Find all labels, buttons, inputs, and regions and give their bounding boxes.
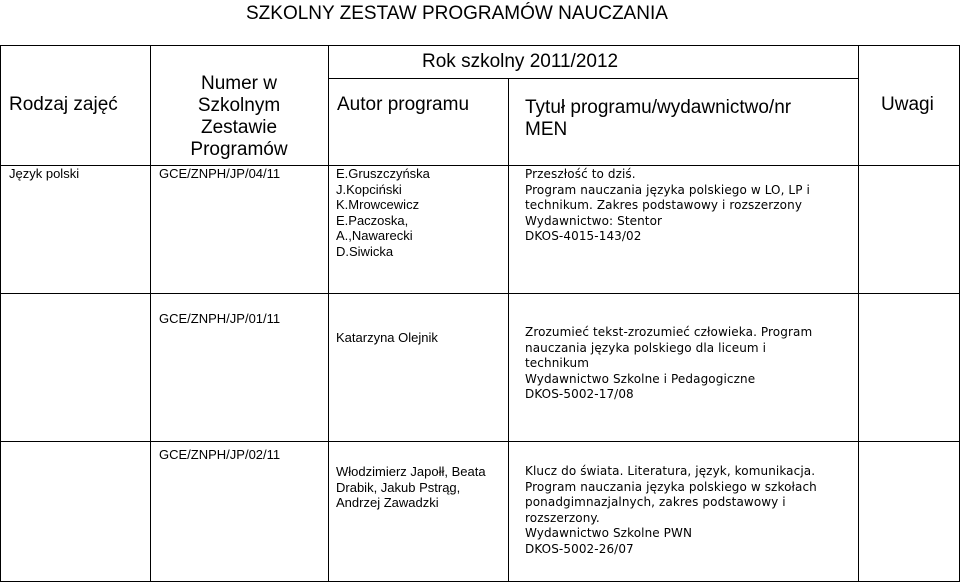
row1-subject: Język polski: [9, 166, 80, 181]
row3-number: GCE/ZNPH/JP/02/11: [159, 447, 281, 462]
school-year-header: Rok szkolny 2011/2012: [422, 51, 619, 72]
header-number: Numer w Szkolnym Zestawie Programów: [190, 73, 288, 160]
row3-program: Klucz do świata. Literatura, język, komunikacja. Program nauczania języka polskiego w szkołach ponadgimnazjalnych, zakres podstawowy i rozszerzony. Wydawnictwo Szkolne PWN DKOS-5002-26/07: [525, 464, 817, 556]
page-title: SZKOLNY ZESTAW PROGRAMÓW NAUCZANIA: [246, 3, 668, 24]
row2-number: GCE/ZNPH/JP/01/11: [159, 311, 281, 326]
row1-number: GCE/ZNPH/JP/04/11: [159, 166, 281, 181]
header-author: Autor programu: [337, 94, 470, 115]
header-program: Tytuł programu/wydawnictwo/nr MEN: [525, 97, 792, 140]
row3-author: Włodzimierz Japołł, Beata Drabik, Jakub Pstrąg, Andrzej Zawadzki: [336, 464, 486, 510]
row2-program: Zrozumieć tekst-zrozumieć człowieka. Program nauczania języka polskiego dla liceum i technikum Wydawnictwo Szkolne i Pedagogiczne DKOS-5002-17/08: [525, 325, 813, 401]
row1-program: Przeszłość to dziś. Program nauczania języka polskiego w LO, LP i technikum. Zakres podstawowy i rozszerzony Wydawnictwo: Stentor DKOS-4015-143/02: [525, 167, 810, 243]
row1-author: E.Gruszczyńska J.Kopciński K.Mrowcewicz E.Paczoska, A.,Nawarecki D.Siwicka: [336, 166, 430, 259]
header-notes: Uwagi: [881, 94, 934, 115]
row2-author: Katarzyna Olejnik: [336, 330, 438, 345]
header-subject: Rodzaj zajęć: [9, 94, 118, 115]
